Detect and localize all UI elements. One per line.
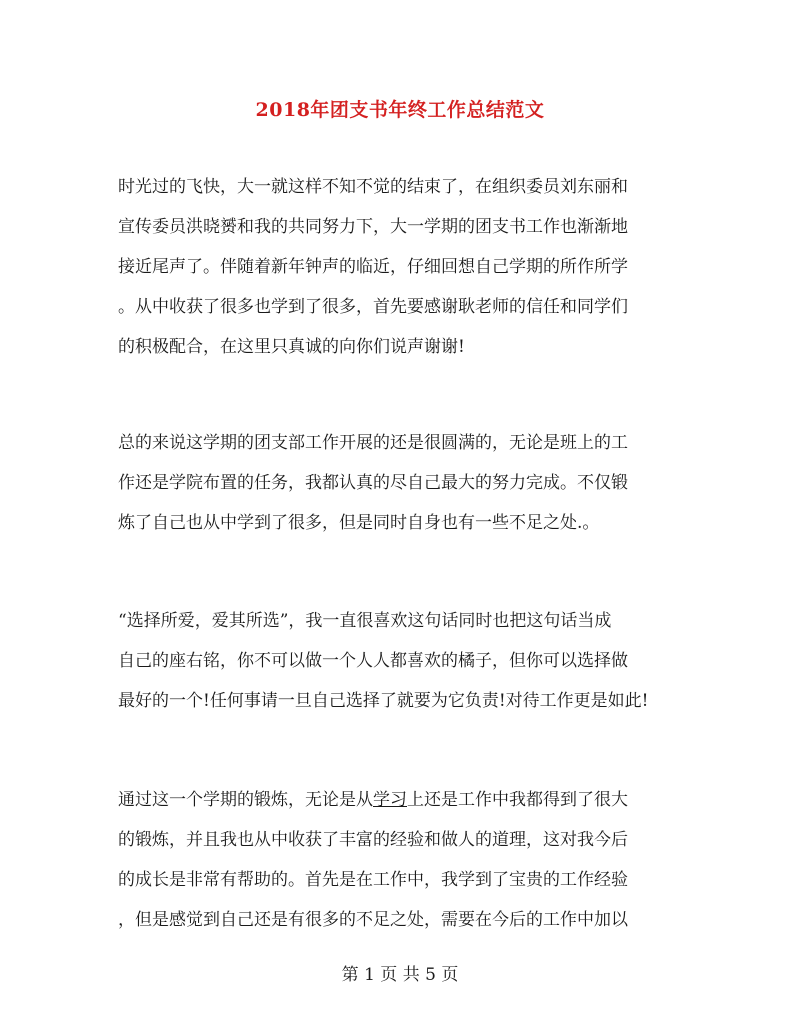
study-link[interactable]: 学习 bbox=[373, 790, 407, 810]
text-segment: 上还是工作中我都得到了很大 bbox=[407, 790, 628, 810]
text-line: 的锻炼，并且我也从中收获了丰富的经验和做人的道理，这对我今后 bbox=[118, 830, 628, 850]
text-line: 最好的一个!任何事请一旦自己选择了就要为它负责!对待工作更是如此! bbox=[118, 691, 649, 711]
text-line: ，但是感觉到自己还是有很多的不足之处，需要在今后的工作中加以 bbox=[118, 910, 628, 930]
text-line: “选择所爱，爱其所选”，我一直很喜欢这句话同时也把这句话当成 bbox=[118, 611, 612, 631]
text-line: 炼了自己也从中学到了很多，但是同时自身也有一些不足之处.。 bbox=[118, 513, 600, 533]
text-line bbox=[118, 789, 688, 811]
text-line: 的成长是非常有帮助的。首先是在工作中，我学到了宝贵的工作经验 bbox=[118, 870, 628, 890]
text-segment: 通过这一个学期的锻炼，无论是从 bbox=[118, 790, 373, 810]
text-line: 接近尾声了。伴随着新年钟声的临近，仔细回想自己学期的所作所学 bbox=[118, 257, 628, 277]
text-line: 总的来说这学期的团支部工作开展的还是很圆满的，无论是班上的工 bbox=[118, 433, 628, 453]
text-line: 的积极配合，在这里只真诚的向你们说声谢谢! bbox=[118, 337, 465, 357]
document-title: 2018年团支书年终工作总结范文 bbox=[255, 99, 545, 121]
text-line: 。从中收获了很多也学到了很多，首先要感谢耿老师的信任和同学们 bbox=[118, 297, 628, 317]
text-line: 自己的座右铭，你不可以做一个人人都喜欢的橘子，但你可以选择做 bbox=[118, 651, 628, 671]
text-line: 宣传委员洪晓赟和我的共同努力下，大一学期的团支书工作也渐渐地 bbox=[118, 217, 628, 237]
text-line: 时光过的飞快，大一就这样不知不觉的结束了，在组织委员刘东丽和 bbox=[118, 177, 628, 197]
text-line: 作还是学院布置的任务，我都认真的尽自己最大的努力完成。不仅锻 bbox=[118, 473, 628, 493]
page-number-footer: 第 1 页 共 5 页 bbox=[341, 965, 459, 985]
